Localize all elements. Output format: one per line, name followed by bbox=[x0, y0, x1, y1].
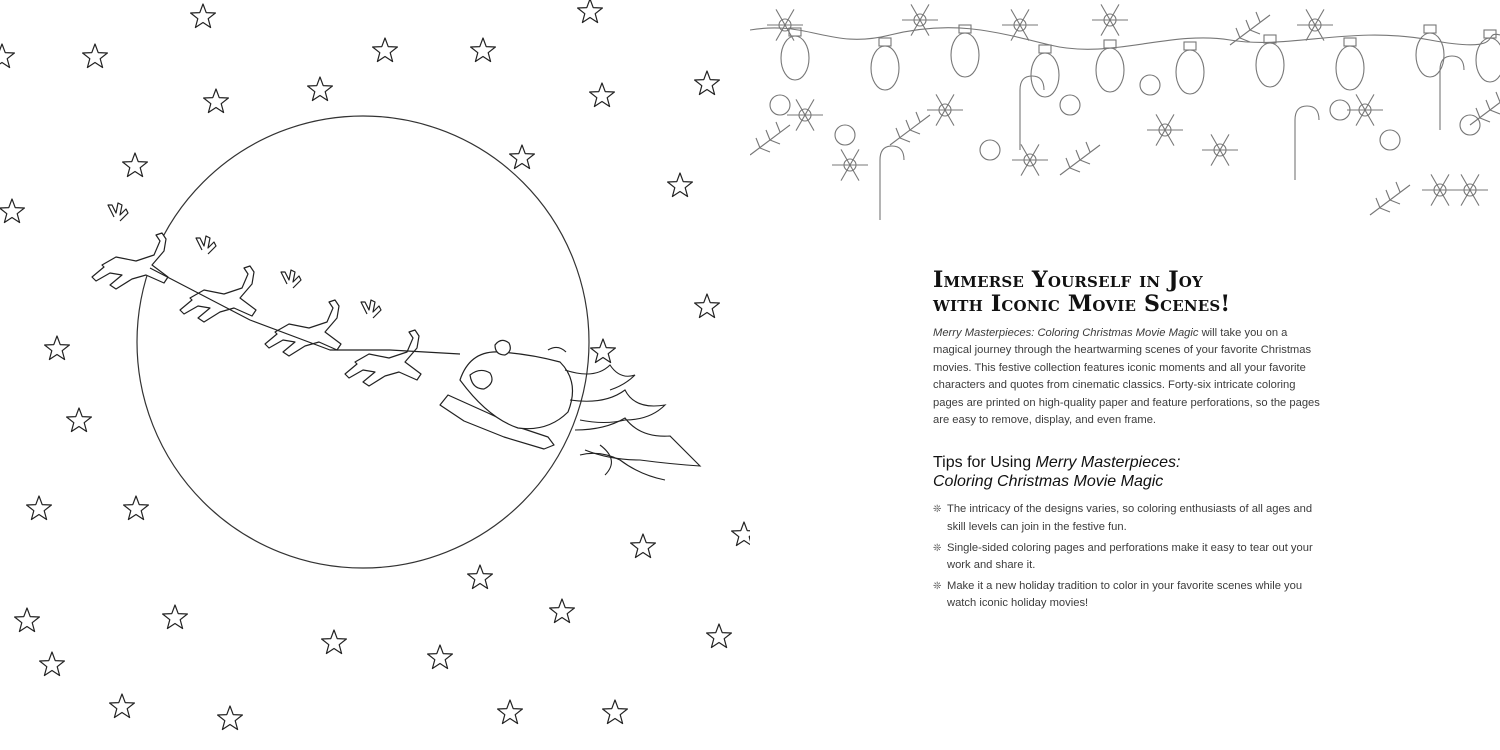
snowflake-icon bbox=[1202, 134, 1238, 165]
star-icon bbox=[124, 496, 149, 520]
snowflake-icon bbox=[927, 94, 963, 125]
snowflake-icon bbox=[832, 149, 868, 180]
tip-text: Single-sided coloring pages and perforations make it easy to tear out your work and share it. bbox=[947, 541, 1313, 572]
star-icon bbox=[732, 522, 750, 546]
light-bulb-cap bbox=[1344, 38, 1356, 46]
text-content bbox=[933, 268, 1323, 617]
snowflake-icon bbox=[1297, 9, 1333, 40]
pine-sprig-icon bbox=[1060, 142, 1100, 175]
star-icon bbox=[218, 706, 243, 730]
holiday-border-group bbox=[750, 4, 1500, 220]
tips-heading bbox=[933, 453, 1323, 491]
star-icon bbox=[591, 339, 616, 363]
star-icon bbox=[631, 534, 656, 558]
star-icon bbox=[15, 608, 40, 632]
peppermint-candy-icon bbox=[1060, 95, 1080, 115]
tip-item bbox=[933, 501, 1323, 535]
star-icon bbox=[322, 630, 347, 654]
star-icon bbox=[695, 71, 720, 95]
pine-sprig-icon bbox=[890, 112, 930, 145]
tips-heading-line-2: Coloring Christmas Movie Magic bbox=[933, 473, 1164, 491]
star-icon bbox=[123, 153, 148, 177]
star-icon bbox=[0, 44, 14, 68]
snowflake-icon: ❊ bbox=[933, 504, 942, 516]
tip-text: Make it a new holiday tradition to color in your favorite scenes while you watch iconic holiday movies! bbox=[947, 580, 1303, 610]
star-icon bbox=[695, 294, 720, 318]
page-headline bbox=[933, 268, 1323, 316]
snowflake-icon: ❊ bbox=[933, 581, 942, 593]
headline-line-2: with Iconic Movie Scenes! bbox=[933, 291, 1231, 317]
christmas-light-bulb-icon bbox=[1476, 38, 1500, 82]
star-icon bbox=[471, 38, 496, 62]
christmas-light-bulb-icon bbox=[1096, 48, 1124, 92]
peppermint-candy-icon bbox=[770, 95, 790, 115]
intro-paragraph bbox=[933, 325, 1323, 429]
christmas-light-bulb-icon bbox=[1256, 43, 1284, 87]
tips-heading-prefix: Tips for Using bbox=[933, 454, 1036, 472]
star-icon bbox=[707, 624, 732, 648]
snowflake-icon bbox=[1147, 114, 1183, 145]
book-title-italic: Merry Masterpieces: Coloring Christmas Movie Magic bbox=[933, 327, 1199, 339]
tips-heading-line-1 bbox=[933, 453, 1323, 472]
star-icon bbox=[67, 408, 92, 432]
star-icon bbox=[308, 77, 333, 101]
snowflake-icon bbox=[787, 99, 823, 130]
christmas-light-bulb-icon bbox=[871, 46, 899, 90]
star-icon bbox=[550, 599, 575, 623]
star-icon bbox=[510, 145, 535, 169]
candy-cane-icon bbox=[1020, 76, 1044, 150]
tip-item bbox=[933, 578, 1323, 612]
star-icon bbox=[0, 199, 24, 223]
snowflake-icon: ❊ bbox=[933, 542, 942, 554]
tip-text: The intricacy of the designs varies, so coloring enthusiasts of all ages and skill levels can join in the festive fun. bbox=[947, 503, 1313, 533]
candy-cane-icon bbox=[1295, 106, 1319, 180]
christmas-light-bulb-icon bbox=[1336, 46, 1364, 90]
peppermint-candy-icon bbox=[1140, 75, 1160, 95]
star-icon bbox=[668, 173, 693, 197]
light-bulb-cap bbox=[1039, 45, 1051, 53]
star-icon bbox=[40, 652, 65, 676]
star-icon bbox=[373, 38, 398, 62]
peppermint-candy-icon bbox=[980, 140, 1000, 160]
reindeer-1 bbox=[92, 203, 168, 289]
star-icon bbox=[83, 44, 108, 68]
pine-sprig-icon bbox=[1470, 92, 1500, 125]
star-icon bbox=[603, 700, 628, 724]
star-icon bbox=[163, 605, 188, 629]
snowflake-icon bbox=[1452, 174, 1488, 205]
tips-heading-title-1: Merry Masterpieces: bbox=[1035, 454, 1181, 472]
star-icon bbox=[468, 565, 493, 589]
tips-list bbox=[933, 501, 1323, 612]
snowflake-icon bbox=[1347, 94, 1383, 125]
intro-text: will take you on a magical journey through the heartwarming scenes of your favorite Christmas movies. This festive collection features iconic moments and all your favorite characters and quotes from cinematic classics. Forty-six intricate coloring pages are printed on high-quality paper and feature perforations, so the pages are easy to remove, display, and even frame. bbox=[933, 327, 1320, 427]
right-page bbox=[750, 0, 1500, 750]
star-icon bbox=[110, 694, 135, 718]
star-icon bbox=[498, 700, 523, 724]
peppermint-candy-icon bbox=[835, 125, 855, 145]
star-icon bbox=[578, 0, 603, 23]
pine-sprig-icon bbox=[750, 122, 790, 155]
star-icon bbox=[428, 645, 453, 669]
star-icon bbox=[27, 496, 52, 520]
holiday-border-illustration bbox=[750, 0, 1500, 240]
moon-outline bbox=[137, 116, 589, 568]
headline-line-1: Immerse Yourself in Joy bbox=[933, 267, 1203, 293]
candy-cane-icon bbox=[880, 146, 904, 220]
christmas-light-bulb-icon bbox=[1176, 50, 1204, 94]
pine-sprig-icon bbox=[1370, 182, 1410, 215]
candy-cane-icon bbox=[1440, 56, 1464, 130]
light-bulb-cap bbox=[879, 38, 891, 46]
light-bulb-cap bbox=[1424, 25, 1436, 33]
star-icon bbox=[191, 4, 216, 28]
peppermint-candy-icon bbox=[1380, 130, 1400, 150]
snowflake-icon bbox=[1092, 4, 1128, 35]
snowflake-icon bbox=[1012, 144, 1048, 175]
star-icon bbox=[590, 83, 615, 107]
star-icon bbox=[45, 336, 70, 360]
christmas-light-bulb-icon bbox=[951, 33, 979, 77]
tip-item bbox=[933, 540, 1323, 574]
light-bulb-cap bbox=[1184, 42, 1196, 50]
light-string-wire bbox=[750, 28, 1500, 50]
christmas-light-bulb-icon bbox=[1031, 53, 1059, 97]
light-bulb-cap bbox=[1104, 40, 1116, 48]
star-icon bbox=[204, 89, 229, 113]
snowflake-icon bbox=[1002, 9, 1038, 40]
christmas-light-bulb-icon bbox=[781, 36, 809, 80]
